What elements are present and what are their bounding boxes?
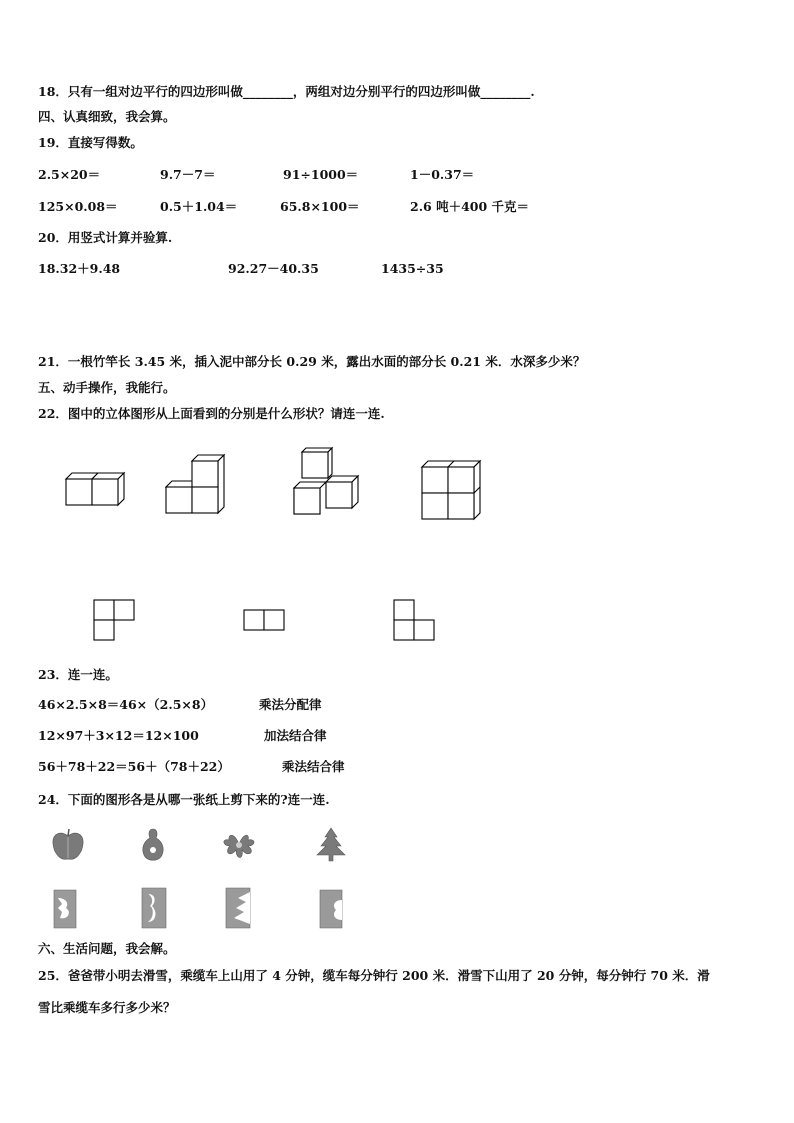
q23-left-2: 12×97＋3×12＝12×100	[38, 728, 199, 743]
q20-item-3: 1435÷35	[381, 261, 444, 276]
question-19-title: 19．直接写得数。	[38, 135, 143, 150]
q23-right-1: 乘法分配律	[259, 697, 322, 712]
section-6-heading: 六、生活问题，我会解。	[38, 941, 176, 956]
apple-shape-icon	[50, 828, 86, 862]
flower-shape-icon	[220, 828, 258, 862]
question-18: 18．只有一组对边平行的四边形叫做________，两组对边分别平行的四边形叫做________.	[38, 84, 535, 99]
question-21: 21．一根竹竿长 3.45 米，插入泥中部分长 0.29 米，露出水面的部分长 0.21 米．水深多少米？	[38, 354, 586, 369]
q23-left-3: 56＋78＋22＝56＋（78＋22）	[38, 759, 230, 774]
question-25-line-2: 雪比乘缆车多行多少米？	[38, 1000, 176, 1015]
question-20-title: 20．用竖式计算并验算.	[38, 230, 173, 245]
question-22-title: 22．图中的立体图形从上面看到的分别是什么形状？请连一连.	[38, 406, 385, 421]
top-view-1	[93, 599, 138, 641]
paper-sheet-3	[224, 886, 254, 930]
q20-item-1: 18.32＋9.48	[38, 261, 121, 276]
paper-sheet-4	[318, 888, 348, 932]
question-25-line-1: 25．爸爸带小明去滑雪，乘缆车上山用了 4 分钟，缆车每分钟行 200 米．滑雪下山用了 20 分钟，每分钟行 70 米．滑	[38, 968, 710, 983]
tree-shape-icon	[314, 826, 348, 862]
gourd-shape-icon	[138, 826, 168, 864]
solid-figure-2	[160, 452, 235, 518]
question-24-title: 24．下面的图形各是从哪一张纸上剪下来的?连一连.	[38, 792, 330, 807]
solid-figure-4	[416, 458, 486, 524]
q23-left-1: 46×2.5×8＝46×（2.5×8）	[38, 697, 214, 712]
q19-r2-c4: 2.6 吨＋400 千克＝	[410, 199, 530, 214]
section-4-heading: 四、认真细致，我会算。	[38, 109, 176, 124]
paper-sheet-1	[52, 888, 82, 930]
solid-figure-3	[286, 446, 366, 518]
q20-item-2: 92.27－40.35	[228, 261, 319, 276]
question-23-title: 23．连一连。	[38, 667, 118, 682]
q19-r1-c4: 1－0.37＝	[410, 167, 475, 182]
top-view-3	[393, 599, 438, 641]
q23-right-3: 乘法结合律	[282, 759, 345, 774]
q19-r1-c3: 91÷1000＝	[283, 167, 359, 182]
q19-r1-c1: 2.5×20＝	[38, 167, 101, 182]
q19-r1-c2: 9.7－7＝	[160, 167, 216, 182]
solid-figure-1	[60, 470, 130, 515]
q19-r2-c3: 65.8×100＝	[280, 199, 360, 214]
q23-right-2: 加法结合律	[264, 728, 327, 743]
q19-r2-c1: 125×0.08＝	[38, 199, 118, 214]
paper-sheet-2	[140, 886, 170, 930]
top-view-2	[243, 609, 288, 633]
section-5-heading: 五、动手操作，我能行。	[38, 380, 176, 395]
q19-r2-c2: 0.5＋1.04＝	[160, 199, 238, 214]
